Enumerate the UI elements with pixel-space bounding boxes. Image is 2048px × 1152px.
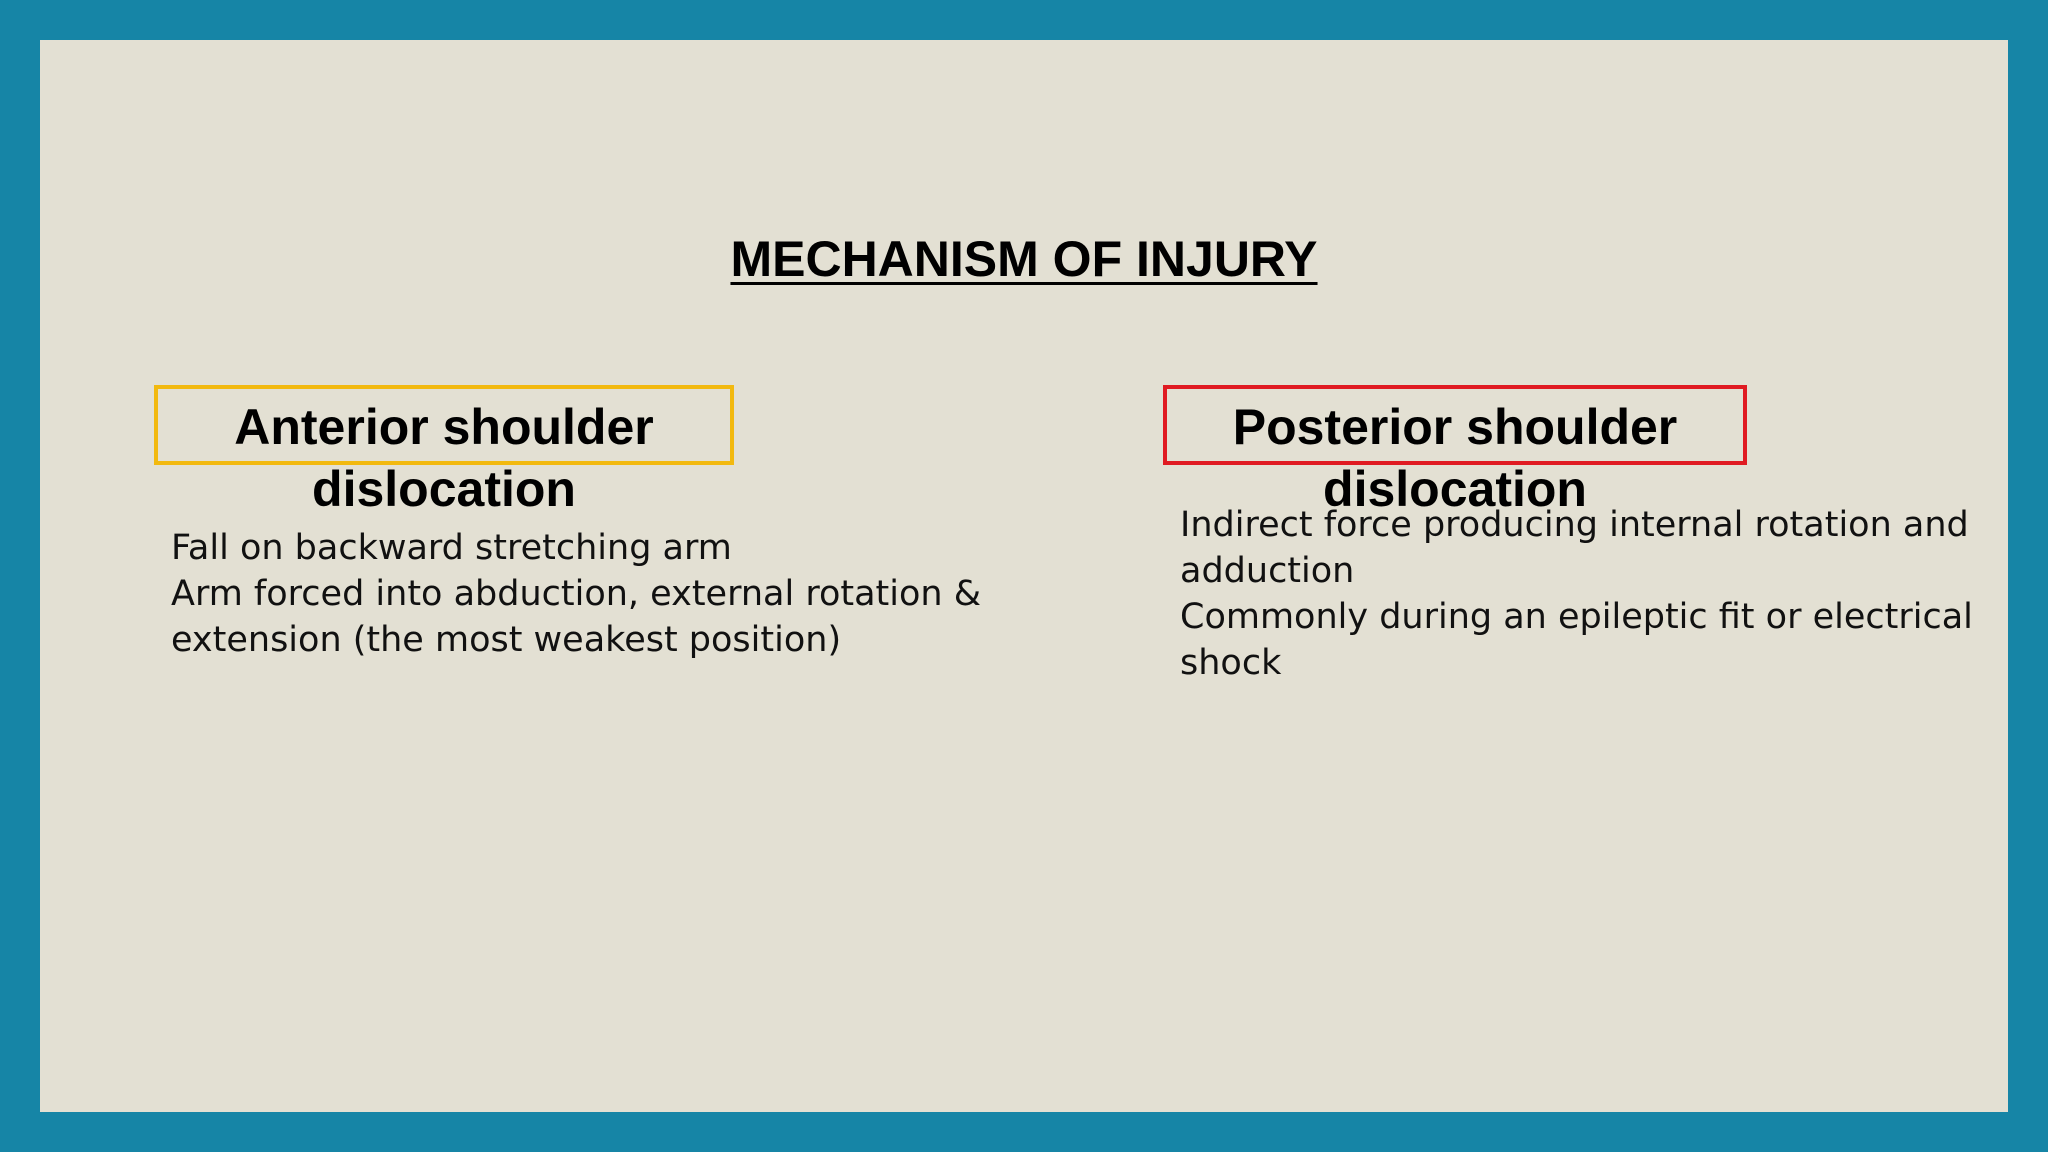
list-item: Indirect force producing internal rotation and adduction [1180, 505, 1969, 591]
anterior-heading: Anterior shoulder dislocation [234, 399, 654, 517]
list-item: Fall on backward stretching arm [171, 528, 732, 568]
slide-title: MECHANISM OF INJURY [730, 231, 1318, 287]
posterior-heading: Posterior shoulder dislocation [1232, 399, 1678, 517]
posterior-mechanism-list [1180, 502, 1980, 686]
slide [40, 40, 2008, 1112]
anterior-mechanism-list [171, 525, 1001, 663]
list-item: Commonly during an epileptic fit or electrical shock [1180, 597, 1973, 683]
list-item: Arm forced into abduction, external rotation & extension (the most weakest position) [171, 574, 981, 660]
